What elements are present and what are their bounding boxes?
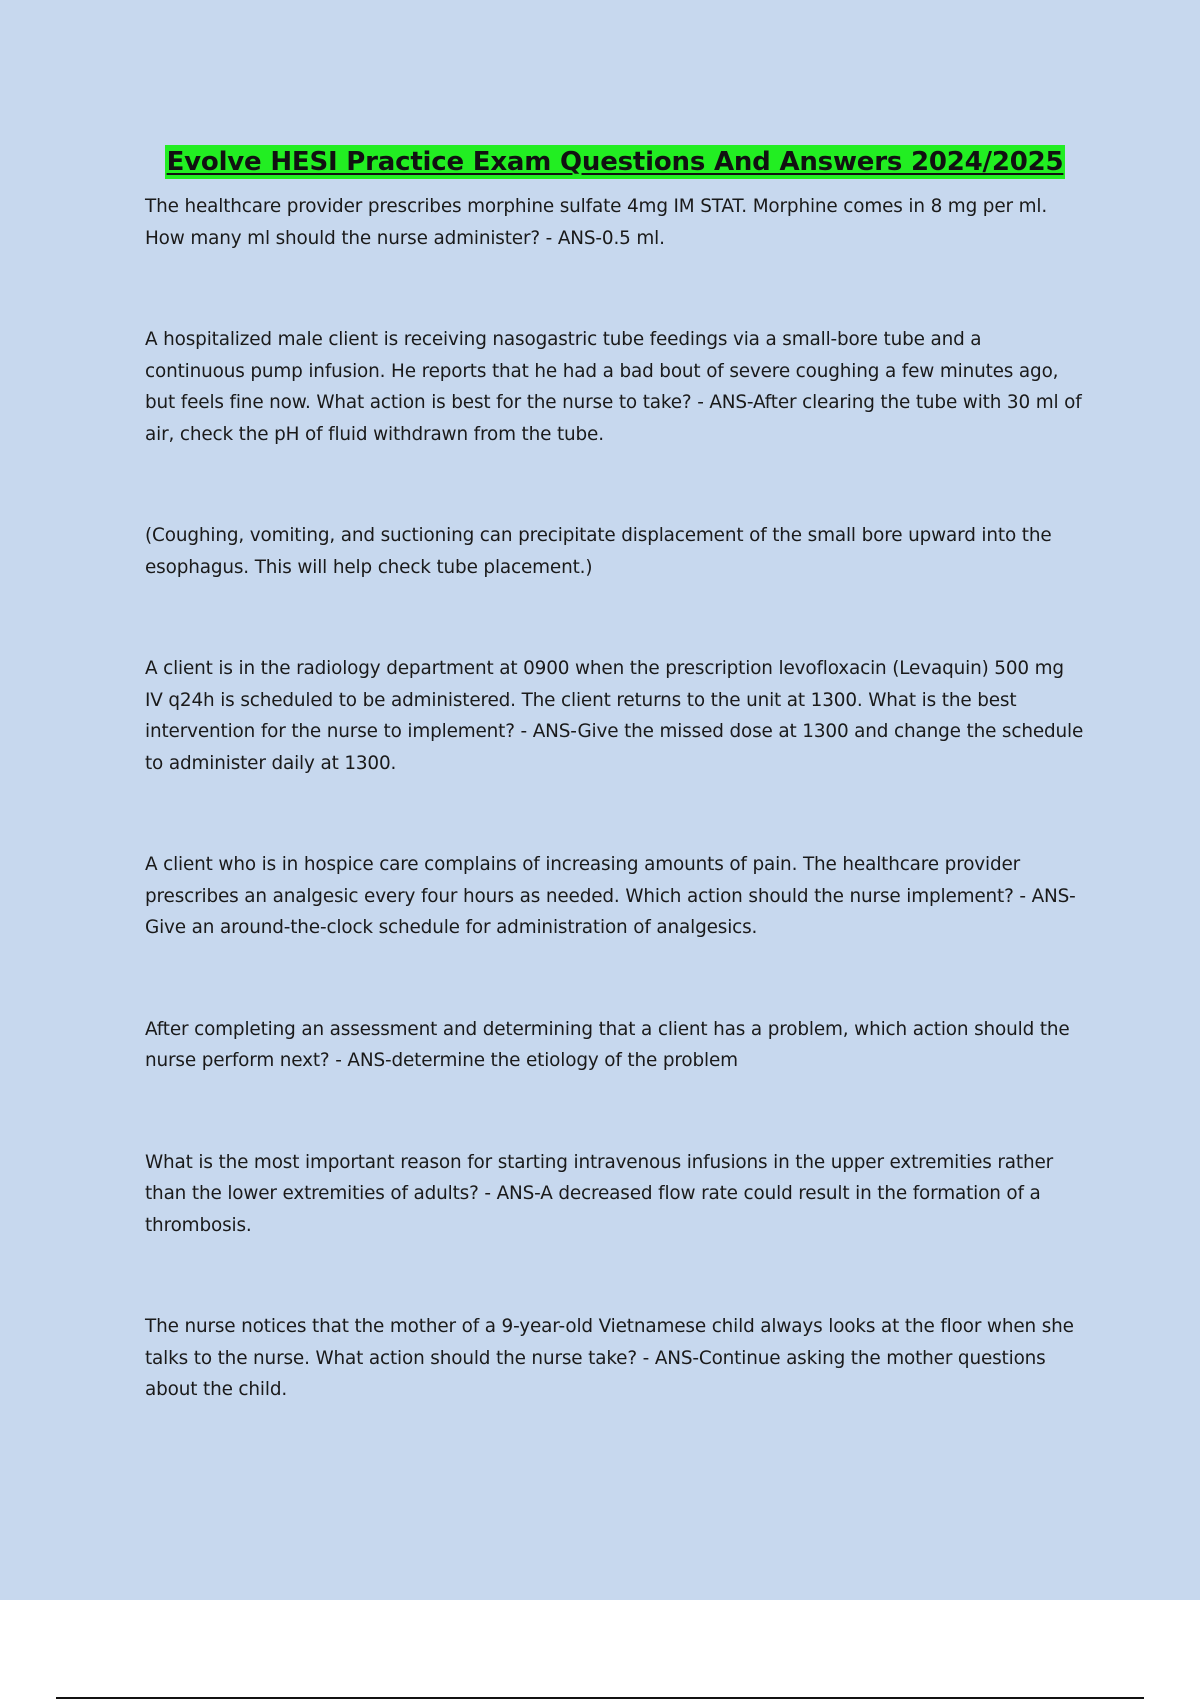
qa-paragraph-7: What is the most important reason for starting intravenous infusions in the upper extremities rather than the lower extremities of adults? - ANS-A decreased flow rate could result in the formation of a thrombosis. [145,1151,1054,1236]
title-container [145,145,1085,179]
qa-paragraph-2: A hospitalized male client is receiving nasogastric tube feedings via a small-bore tube and a continuous pump infusion. He reports that he had a bad bout of severe coughing a few minutes ago, but feels fine now. What action is best for the nurse to take? - ANS-After clearing the tube with 30 ml of air, check the pH of fluid withdrawn from the tube. [145,329,1082,445]
qa-paragraph-5: A client who is in hospice care complains of increasing amounts of pain. The healthcare provider prescribes an analgesic every four hours as needed. Which action should the nurse implement? - ANS-Give an around-the-clock schedule for administration of analgesics. [145,854,1076,938]
footer-divider [56,1697,1144,1699]
qa-paragraph-6: After completing an assessment and determining that a client has a problem, which action should the nurse perform next? - ANS-determine the etiology of the problem [145,1018,1070,1071]
qa-paragraph-4: A client is in the radiology department at 0900 when the prescription levofloxacin (Levaquin) 500 mg IV q24h is scheduled to be administered. The client returns to the unit at 1300. What is the best intervention for the nurse to implement? - ANS-Give the missed dose at 1300 and change the schedule to administer daily at 1300. [145,658,1084,774]
qa-paragraph-8: The nurse notices that the mother of a 9-year-old Vietnamese child always looks at the floor when she talks to the nurse. What action should the nurse take? - ANS-Continue asking the mother questions about the child. [145,1316,1074,1400]
document-title: Evolve HESI Practice Exam Questions And Answers 2024/2025 [166,147,1064,177]
document-body [145,145,1085,1406]
qa-paragraph-3: (Coughing, vomiting, and suctioning can precipitate displacement of the small bore upward into the esophagus. This will help check tube placement.) [145,525,1052,578]
qa-paragraph-1: The healthcare provider prescribes morphine sulfate 4mg IM STAT. Morphine comes in 8 mg per ml. How many ml should the nurse administer? - ANS-0.5 ml. [145,196,1048,249]
